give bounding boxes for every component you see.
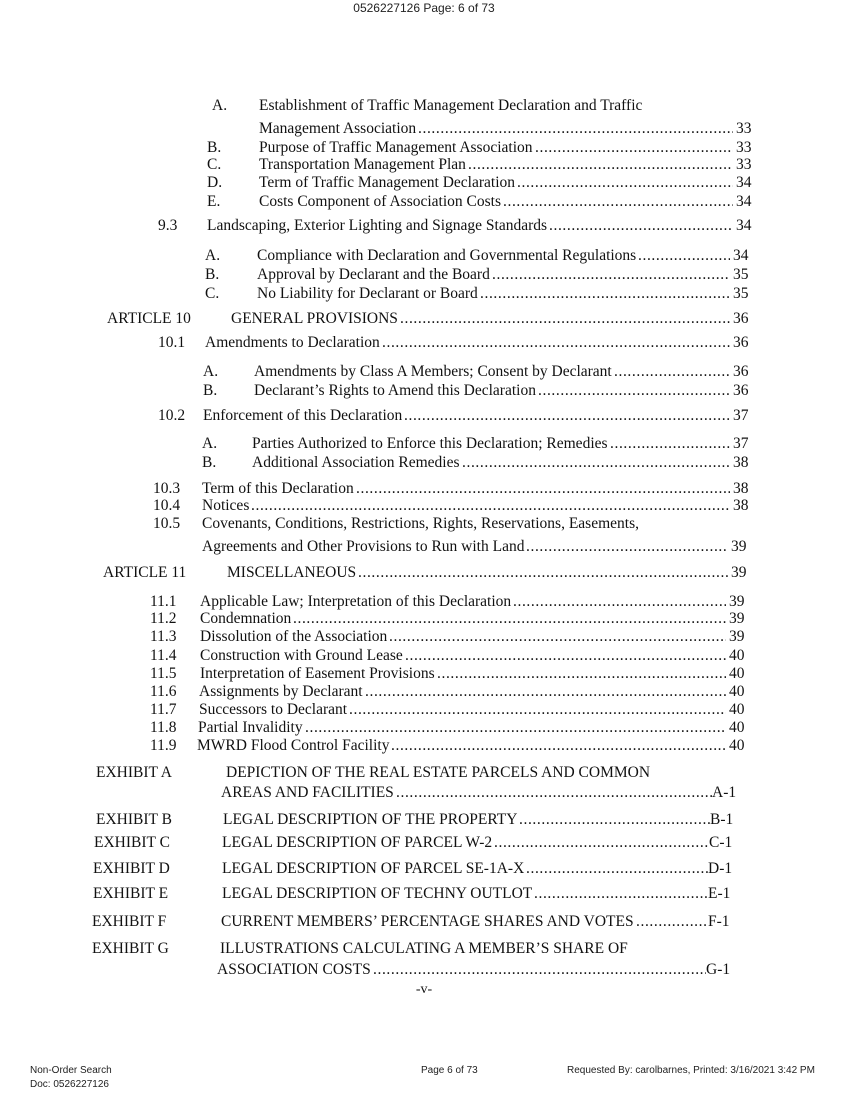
toc-entry-title: Term of Traffic Management Declaration bbox=[259, 174, 516, 191]
toc-entry-page: 39 bbox=[729, 593, 745, 610]
toc-entry-page: 37 bbox=[733, 407, 749, 424]
toc-leader-dots bbox=[305, 718, 726, 738]
footer-requested-by: Requested By: carolbarnes, Printed: 3/16/2021 3:42 PM bbox=[567, 1065, 815, 1076]
toc-leader-dots bbox=[437, 664, 726, 684]
toc-entry-title: Declarant’s Rights to Amend this Declaration bbox=[254, 382, 536, 399]
toc-entry-label: C. bbox=[205, 285, 220, 302]
toc-entry bbox=[0, 763, 848, 783]
toc-entry-label: 9.3 bbox=[158, 217, 178, 234]
toc-leader-dots bbox=[365, 682, 726, 702]
toc-entry-page: 34 bbox=[736, 174, 752, 191]
toc-entry-title: Enforcement of this Declaration bbox=[203, 407, 403, 424]
toc-entry-page: 37 bbox=[733, 435, 749, 452]
toc-entry-page: 36 bbox=[733, 310, 749, 327]
toc-leader-dots bbox=[638, 246, 730, 266]
toc-entry-label: 11.6 bbox=[150, 683, 177, 700]
toc-entry bbox=[0, 912, 848, 932]
toc-entry bbox=[0, 664, 848, 684]
toc-entry-title: Transportation Management Plan bbox=[259, 156, 466, 173]
toc-entry-title: LEGAL DESCRIPTION OF TECHNY OUTLOT bbox=[222, 885, 533, 902]
toc-entry bbox=[0, 700, 848, 720]
toc-entry-label: C. bbox=[207, 156, 222, 173]
toc-entry-page: 39 bbox=[731, 538, 747, 555]
toc-entry bbox=[0, 859, 848, 879]
roman-page-number: -v- bbox=[415, 982, 433, 997]
toc-entry-title: Approval by Declarant and the Board bbox=[257, 266, 490, 283]
toc-entry-page: C-1 bbox=[709, 834, 733, 851]
toc-entry-label: 11.4 bbox=[150, 647, 177, 664]
toc-entry-title: Term of this Declaration bbox=[202, 480, 354, 497]
toc-entry bbox=[0, 646, 848, 666]
toc-entry-label: D. bbox=[207, 174, 223, 191]
toc-leader-dots bbox=[400, 309, 730, 329]
toc-leader-dots bbox=[418, 119, 733, 139]
toc-entry bbox=[0, 155, 848, 175]
toc-entry-title: Amendments by Class A Members; Consent by Declarant bbox=[254, 363, 612, 380]
toc-leader-dots bbox=[503, 192, 733, 212]
document-page-header: 0526227126 Page: 6 of 73 bbox=[353, 1, 495, 15]
toc-entry-page: B-1 bbox=[710, 811, 734, 828]
toc-entry bbox=[0, 381, 848, 401]
toc-entry-page: 35 bbox=[733, 266, 749, 283]
toc-entry-label: EXHIBIT G bbox=[92, 940, 169, 957]
toc-leader-dots bbox=[494, 833, 709, 853]
toc-entry-label: EXHIBIT D bbox=[93, 860, 170, 877]
toc-entry-page: 40 bbox=[729, 647, 745, 664]
toc-entry-page: 36 bbox=[733, 334, 749, 351]
toc-entry bbox=[0, 453, 848, 473]
toc-leader-dots bbox=[293, 609, 726, 629]
toc-leader-dots bbox=[396, 783, 712, 803]
toc-entry-title: Management Association bbox=[259, 120, 417, 137]
toc-entry-title: Applicable Law; Interpretation of this Declaration bbox=[200, 593, 512, 610]
toc-entry-title: Establishment of Traffic Management Declaration and Traffic bbox=[259, 97, 643, 114]
toc-entry-page: 34 bbox=[736, 193, 752, 210]
toc-entry-label: 11.2 bbox=[150, 610, 177, 627]
toc-entry bbox=[0, 362, 848, 382]
toc-entry-label: A. bbox=[203, 363, 219, 380]
toc-entry-page: 34 bbox=[733, 247, 749, 264]
toc-entry bbox=[0, 514, 848, 534]
toc-entry-title: Covenants, Conditions, Restrictions, Rights, Reservations, Easements, bbox=[202, 515, 639, 532]
toc-entry-title: ILLUSTRATIONS CALCULATING A MEMBER’S SHARE OF bbox=[220, 940, 628, 957]
toc-entry-label: A. bbox=[212, 97, 228, 114]
toc-entry bbox=[0, 884, 848, 904]
toc-entry-label: EXHIBIT B bbox=[96, 811, 172, 828]
toc-entry-label: 11.7 bbox=[150, 701, 177, 718]
toc-entry-title: AREAS AND FACILITIES bbox=[221, 784, 394, 801]
toc-leader-dots bbox=[405, 646, 726, 666]
print-footer bbox=[0, 1060, 848, 1100]
toc-entry-page: G-1 bbox=[706, 961, 731, 978]
toc-entry bbox=[0, 119, 848, 139]
toc-leader-dots bbox=[614, 362, 730, 382]
toc-leader-dots bbox=[526, 537, 728, 557]
toc-entry bbox=[0, 627, 848, 647]
toc-entry-page: 38 bbox=[733, 454, 749, 471]
toc-entry-label: B. bbox=[207, 139, 222, 156]
toc-entry-page: 33 bbox=[736, 120, 752, 137]
toc-entry-label: B. bbox=[203, 382, 218, 399]
toc-entry-title: Dissolution of the Association bbox=[200, 628, 388, 645]
toc-entry-title: Landscaping, Exterior Lighting and Signage Standards bbox=[207, 217, 548, 234]
toc-entry-title: No Liability for Declarant or Board bbox=[257, 285, 478, 302]
toc-entry bbox=[0, 333, 848, 353]
toc-entry-title: Parties Authorized to Enforce this Declaration; Remedies bbox=[252, 435, 608, 452]
toc-entry bbox=[0, 309, 848, 329]
toc-entry bbox=[0, 246, 848, 266]
toc-entry bbox=[0, 810, 848, 830]
toc-entry bbox=[0, 496, 848, 516]
toc-leader-dots bbox=[404, 406, 730, 426]
toc-leader-dots bbox=[462, 453, 730, 473]
toc-leader-dots bbox=[517, 173, 733, 193]
toc-entry bbox=[0, 284, 848, 304]
toc-leader-dots bbox=[382, 333, 730, 353]
toc-entry-label: ARTICLE 11 bbox=[103, 564, 187, 581]
toc-entry-page: 39 bbox=[729, 628, 745, 645]
toc-entry-label: ARTICLE 10 bbox=[107, 310, 191, 327]
toc-leader-dots bbox=[636, 912, 708, 932]
toc-entry-title: CURRENT MEMBERS’ PERCENTAGE SHARES AND VOTES bbox=[221, 913, 634, 930]
toc-entry-title: LEGAL DESCRIPTION OF PARCEL W-2 bbox=[222, 834, 493, 851]
toc-leader-dots bbox=[349, 700, 726, 720]
toc-entry-label: EXHIBIT C bbox=[94, 834, 170, 851]
toc-entry-title: Costs Component of Association Costs bbox=[259, 193, 501, 210]
toc-entry-title: Agreements and Other Provisions to Run with Land bbox=[202, 538, 525, 555]
toc-leader-dots bbox=[251, 496, 730, 516]
toc-entry-label: 11.9 bbox=[150, 737, 177, 754]
toc-leader-dots bbox=[480, 284, 730, 304]
toc-entry-label: E. bbox=[207, 193, 221, 210]
toc-entry-label: 10.3 bbox=[153, 480, 181, 497]
toc-entry-page: E-1 bbox=[708, 885, 731, 902]
toc-entry-page: 40 bbox=[729, 719, 745, 736]
toc-entry bbox=[0, 609, 848, 629]
toc-entry bbox=[0, 682, 848, 702]
footer-page-count: Page 6 of 73 bbox=[421, 1065, 478, 1076]
toc-entry bbox=[0, 563, 848, 583]
toc-entry-page: 36 bbox=[733, 382, 749, 399]
toc-entry-title: DEPICTION OF THE REAL ESTATE PARCELS AND COMMON bbox=[226, 764, 651, 781]
toc-entry-page: 36 bbox=[733, 363, 749, 380]
toc-entry bbox=[0, 537, 848, 557]
toc-entry-label: EXHIBIT F bbox=[92, 913, 167, 930]
toc-entry-title: Interpretation of Easement Provisions bbox=[200, 665, 435, 682]
toc-entry-page: 34 bbox=[736, 217, 752, 234]
toc-entry-title: MISCELLANEOUS bbox=[227, 564, 357, 581]
toc-leader-dots bbox=[549, 216, 733, 236]
toc-entry-title: Successors to Declarant bbox=[199, 701, 348, 718]
toc-leader-dots bbox=[373, 960, 706, 980]
toc-entry-title: MWRD Flood Control Facility bbox=[197, 737, 390, 754]
toc-entry-page: F-1 bbox=[708, 913, 730, 930]
toc-entry-page: D-1 bbox=[708, 860, 733, 877]
toc-leader-dots bbox=[526, 859, 708, 879]
toc-entry-title: Compliance with Declaration and Governmental Regulations bbox=[257, 247, 637, 264]
toc-entry-title: Partial Invalidity bbox=[198, 719, 303, 736]
toc-entry-title: Amendments to Declaration bbox=[205, 334, 380, 351]
toc-entry-page: 33 bbox=[736, 139, 752, 156]
toc-entry-page: 39 bbox=[729, 610, 745, 627]
toc-entry-label: B. bbox=[205, 266, 220, 283]
toc-entry-label: A. bbox=[202, 435, 218, 452]
toc-entry-label: EXHIBIT E bbox=[93, 885, 169, 902]
toc-entry-title: Condemnation bbox=[200, 610, 292, 627]
toc-entry bbox=[0, 192, 848, 212]
toc-entry bbox=[0, 265, 848, 285]
toc-entry-label: 11.8 bbox=[150, 719, 177, 736]
toc-entry bbox=[0, 406, 848, 426]
footer-doc-number: Doc: 0526227126 bbox=[30, 1079, 109, 1090]
toc-entry-page: 39 bbox=[731, 564, 747, 581]
toc-leader-dots bbox=[468, 155, 733, 175]
toc-entry-page: 38 bbox=[733, 480, 749, 497]
toc-entry-title: ASSOCIATION COSTS bbox=[217, 961, 371, 978]
toc-entry bbox=[0, 833, 848, 853]
toc-leader-dots bbox=[519, 810, 710, 830]
toc-entry bbox=[0, 939, 848, 959]
footer-search-type: Non-Order Search bbox=[30, 1065, 112, 1076]
toc-entry-title: LEGAL DESCRIPTION OF THE PROPERTY bbox=[223, 811, 518, 828]
toc-leader-dots bbox=[538, 381, 730, 401]
toc-entry-label: A. bbox=[205, 247, 221, 264]
toc-entry-page: 40 bbox=[729, 665, 745, 682]
toc-entry bbox=[0, 216, 848, 236]
toc-entry-label: 10.1 bbox=[158, 334, 186, 351]
toc-leader-dots bbox=[389, 627, 726, 647]
toc-entry-label: B. bbox=[202, 454, 217, 471]
toc-entry-label: 11.3 bbox=[150, 628, 177, 645]
toc-entry-page: 40 bbox=[729, 737, 745, 754]
toc-entry-title: Construction with Ground Lease bbox=[200, 647, 403, 664]
toc-entry-label: 10.4 bbox=[153, 497, 181, 514]
toc-leader-dots bbox=[534, 884, 708, 904]
toc-entry-title: GENERAL PROVISIONS bbox=[231, 310, 398, 327]
toc-entry-page: 40 bbox=[729, 701, 745, 718]
toc-entry-title: Notices bbox=[202, 497, 250, 514]
toc-entry-page: 40 bbox=[729, 683, 745, 700]
toc-entry-title: Purpose of Traffic Management Association bbox=[259, 139, 533, 156]
toc-entry-page: 35 bbox=[733, 285, 749, 302]
toc-leader-dots bbox=[391, 736, 726, 756]
toc-entry-page: A-1 bbox=[712, 784, 737, 801]
toc-leader-dots bbox=[492, 265, 730, 285]
toc-entry bbox=[0, 96, 848, 116]
toc-entry-label: 11.1 bbox=[150, 593, 177, 610]
toc-entry-label: 10.5 bbox=[153, 515, 181, 532]
toc-entry-page: 38 bbox=[733, 497, 749, 514]
toc-entry-title: Additional Association Remedies bbox=[252, 454, 460, 471]
toc-entry-label: 11.5 bbox=[150, 665, 177, 682]
toc-entry bbox=[0, 736, 848, 756]
toc-entry bbox=[0, 783, 848, 803]
toc-entry-page: 33 bbox=[736, 156, 752, 173]
toc-entry-title: LEGAL DESCRIPTION OF PARCEL SE-1A-X bbox=[222, 860, 525, 877]
toc-entry bbox=[0, 718, 848, 738]
toc-entry-title: Assignments by Declarant bbox=[199, 683, 363, 700]
toc-entry-label: 10.2 bbox=[158, 407, 186, 424]
toc-entry bbox=[0, 434, 848, 454]
toc-entry-label: EXHIBIT A bbox=[96, 764, 172, 781]
toc-entry bbox=[0, 960, 848, 980]
toc-leader-dots bbox=[358, 563, 728, 583]
toc-entry bbox=[0, 173, 848, 193]
toc-leader-dots bbox=[610, 434, 730, 454]
